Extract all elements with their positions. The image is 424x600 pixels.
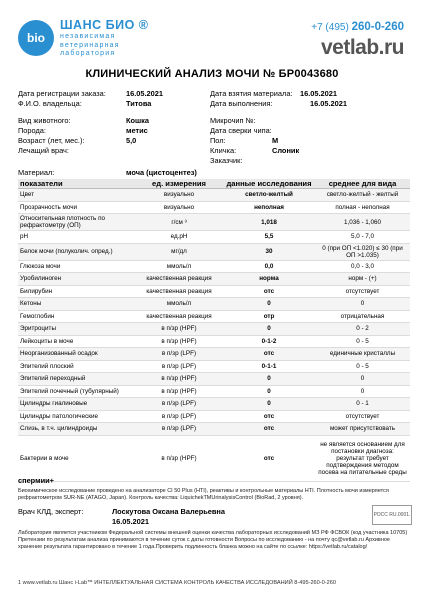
- table-row: [18, 335, 410, 348]
- row-reference: не является основанием для постановки диагноза: результат требует подтверждения методом посева на питательные среды: [315, 435, 410, 481]
- table-row: [18, 189, 410, 202]
- row-name: Эпителий почечный (тубулярный): [18, 385, 135, 398]
- row-value: 0: [223, 298, 315, 311]
- table-row: [18, 323, 410, 336]
- chip-label: Микрочип №:: [210, 116, 256, 125]
- row-name: Билирубин: [18, 285, 135, 298]
- note: спермии+: [18, 476, 54, 485]
- row-unit: ед.pH: [135, 231, 223, 244]
- row-unit: в п/зр (HPF): [135, 435, 223, 481]
- row-unit: качественная реакция: [135, 273, 223, 286]
- row-unit: ммоль/л: [135, 298, 223, 311]
- row-name: Эритроциты: [18, 323, 135, 336]
- row-value: 0: [223, 323, 315, 336]
- row-unit: ммоль/л: [135, 260, 223, 273]
- row-reference: 0 - 1: [315, 398, 410, 411]
- done-date: 16.05.2021: [310, 99, 347, 108]
- row-reference: 0,0 - 3,0: [315, 260, 410, 273]
- row-value: 30: [223, 243, 315, 260]
- breed-value: метис: [126, 126, 148, 135]
- table-row: [18, 273, 410, 286]
- col-header: показатели: [18, 179, 135, 189]
- row-value: отс: [223, 285, 315, 298]
- row-reference: 0 - 2: [315, 323, 410, 336]
- row-unit: в п/зр (LPF): [135, 423, 223, 436]
- row-reference: отрицательная: [315, 310, 410, 323]
- table-row: [18, 435, 410, 481]
- reg-date: 16.05.2021: [126, 89, 163, 98]
- site-link[interactable]: vetlab.ru: [320, 36, 404, 59]
- row-unit: в п/зр (HPF): [135, 385, 223, 398]
- row-unit: в п/зр (LPF): [135, 410, 223, 423]
- certification-stamp-icon: РОСС RU.0001.: [372, 505, 412, 525]
- row-name: Бактерии в моче: [18, 435, 135, 481]
- page-footer: 1 www.vetlab.ru Шанс i-Lab™ ИНТЕЛЛЕКТУАЛЬНАЯ СИСТЕМА КОНТРОЛЬ КАЧЕСТВА ИССЛЕДОВАНИЙ 8-495-260-0-260: [18, 580, 336, 586]
- table-body: [18, 189, 410, 482]
- sample-date-label: Дата взятия материала:: [210, 89, 293, 98]
- col-header: ед. измерения: [135, 179, 223, 189]
- row-unit: г/см ³: [135, 214, 223, 231]
- row-value: отр: [223, 310, 315, 323]
- row-name: Кетоны: [18, 298, 135, 311]
- row-unit: в п/зр (LPF): [135, 398, 223, 411]
- row-value: отс: [223, 423, 315, 436]
- results-table: [18, 179, 410, 482]
- table-row: [18, 423, 410, 436]
- row-value: отс: [223, 410, 315, 423]
- quality-footnote: Лаборатория является участником Федеральной системы внешней оценки качества лабораторных исследований МЗ РФ ФСВОК (код участника 10705) Претензии по результатам анализа принимаются в течение суток с даты готовности Вопросы по исследованию - на почту qc@vetlab.ru Архивное хранение результата гарантировано в течение 1 года.Проверить подлинность бланка можно на сайте по ссылке: https://vetlab.ru/catalog/: [18, 530, 408, 550]
- row-value: 5,5: [223, 231, 315, 244]
- row-unit: визуально: [135, 201, 223, 214]
- material-value: моча (цистоцентез): [126, 168, 197, 177]
- row-name: Эпителий плоский: [18, 360, 135, 373]
- table-row: [18, 285, 410, 298]
- table-row: [18, 360, 410, 373]
- row-name: Неорганизованный осадок: [18, 348, 135, 361]
- table-row: [18, 243, 410, 260]
- row-value: отс: [223, 348, 315, 361]
- row-unit: в п/зр (HPF): [135, 335, 223, 348]
- row-unit: качественная реакция: [135, 285, 223, 298]
- breed-label: Порода:: [18, 126, 46, 135]
- row-value: 1,018: [223, 214, 315, 231]
- age-value: 5,0: [126, 136, 137, 145]
- method-footnote: Биохимическое исследование проведено на анализаторе CI 50 Plus (HTI), реактивы и контрольные материалы HTI. Плотность мочи измеряется рефрактометром SUR-NE (ATAGO, Japan). Контроль качества: LiquichekTMUrinalysisControl (BioRad, 2 уровня).: [18, 488, 389, 501]
- row-unit: в п/зр (LPF): [135, 360, 223, 373]
- table-row: [18, 231, 410, 244]
- sign-date: 16.05.2021: [112, 517, 149, 526]
- row-reference: 0 - 5: [315, 360, 410, 373]
- phone-number: +7 (495) 260-0-260: [311, 21, 404, 33]
- owner-label: Ф.И.О. владельца:: [18, 99, 82, 108]
- row-reference: 0 (при ОП <1.020) ≤ 30 (при ОП >1.035): [315, 243, 410, 260]
- table-header: [18, 179, 410, 189]
- row-name: Уробилиноген: [18, 273, 135, 286]
- species-value: Кошка: [126, 116, 149, 125]
- row-reference: может присутствовать: [315, 423, 410, 436]
- row-unit: качественная реакция: [135, 310, 223, 323]
- row-reference: отсутствует: [315, 410, 410, 423]
- row-reference: 5,0 - 7,0: [315, 231, 410, 244]
- table-row: [18, 201, 410, 214]
- col-header: среднее для вида: [315, 179, 410, 189]
- brand-name: ШАНС БИО ®: [60, 18, 149, 32]
- table-row: [18, 410, 410, 423]
- row-value: отс: [223, 435, 315, 481]
- row-reference: полная - неполная: [315, 201, 410, 214]
- material-label: Материал:: [18, 168, 55, 177]
- row-name: Цилиндры патологические: [18, 410, 135, 423]
- row-name: Слизь, в т.ч. цилиндроиды: [18, 423, 135, 436]
- nick-value: Слоник: [272, 146, 300, 155]
- doctor-label: Лечащий врач:: [18, 146, 69, 155]
- species-label: Вид животного:: [18, 116, 71, 125]
- table-row: [18, 348, 410, 361]
- owner-value: Титова: [126, 99, 152, 108]
- table-row: [18, 214, 410, 231]
- row-reference: 0: [315, 298, 410, 311]
- done-date-label: Дата выполнения:: [210, 99, 273, 108]
- row-name: Цвет: [18, 189, 135, 202]
- row-reference: 0: [315, 373, 410, 386]
- row-value: 0: [223, 385, 315, 398]
- row-name: Эпителий переходный: [18, 373, 135, 386]
- row-name: Цилиндры гиалиновые: [18, 398, 135, 411]
- row-reference: 0 - 5: [315, 335, 410, 348]
- row-value: 0: [223, 373, 315, 386]
- row-unit: мг/дл: [135, 243, 223, 260]
- sex-label: Пол:: [210, 136, 226, 145]
- row-value: норма: [223, 273, 315, 286]
- row-reference: светло-желтый - желтый: [315, 189, 410, 202]
- row-value: 0: [223, 398, 315, 411]
- table-row: [18, 398, 410, 411]
- row-reference: норм - (+): [315, 273, 410, 286]
- row-name: Белок мочи (полуколич. опред.): [18, 243, 135, 260]
- customer-label: Заказчик:: [210, 156, 243, 165]
- row-name: Лейкоциты в моче: [18, 335, 135, 348]
- table-row: [18, 260, 410, 273]
- row-name: pH: [18, 231, 135, 244]
- doctor-name: Лоскутова Оксана Валерьевна: [112, 507, 225, 516]
- sex-value: М: [272, 136, 279, 145]
- row-reference: отсутствует: [315, 285, 410, 298]
- report-title: КЛИНИЧЕСКИЙ АНАЛИЗ МОЧИ № БР0043680: [85, 68, 339, 80]
- row-reference: 0: [315, 385, 410, 398]
- row-unit: в п/зр (HPF): [135, 323, 223, 336]
- reg-date-label: Дата регистрации заказа:: [18, 89, 106, 98]
- nick-label: Кличка:: [210, 146, 237, 155]
- col-header: данные исследования: [223, 179, 315, 189]
- row-reference: единичные кристаллы: [315, 348, 410, 361]
- row-value: 0-1-2: [223, 335, 315, 348]
- table-row: [18, 310, 410, 323]
- age-label: Возраст (лет, мес.):: [18, 136, 85, 145]
- row-unit: в п/зр (LPF): [135, 348, 223, 361]
- row-name: Прозрачность мочи: [18, 201, 135, 214]
- table-row: [18, 385, 410, 398]
- row-value: 0-1-1: [223, 360, 315, 373]
- brand-subtitle: независимая ветеринарная лаборатория: [60, 33, 120, 57]
- row-value: 0,0: [223, 260, 315, 273]
- chip-date-label: Дата сверки чипа:: [210, 126, 272, 135]
- sample-date: 16.05.2021: [300, 89, 337, 98]
- row-name: Относительная плотность по рефрактометру (ОП): [18, 214, 135, 231]
- row-reference: 1,036 - 1,060: [315, 214, 410, 231]
- doctor-sign-label: Врач КЛД, эксперт:: [18, 507, 84, 516]
- row-name: Глюкоза мочи: [18, 260, 135, 273]
- row-unit: в п/зр (HPF): [135, 373, 223, 386]
- row-value: неполная: [223, 201, 315, 214]
- row-name: Гемоглобин: [18, 310, 135, 323]
- row-value: светло-желтый: [223, 189, 315, 202]
- table-row: [18, 373, 410, 386]
- row-unit: визуально: [135, 189, 223, 202]
- table-row: [18, 298, 410, 311]
- logo-text: bio: [27, 31, 45, 45]
